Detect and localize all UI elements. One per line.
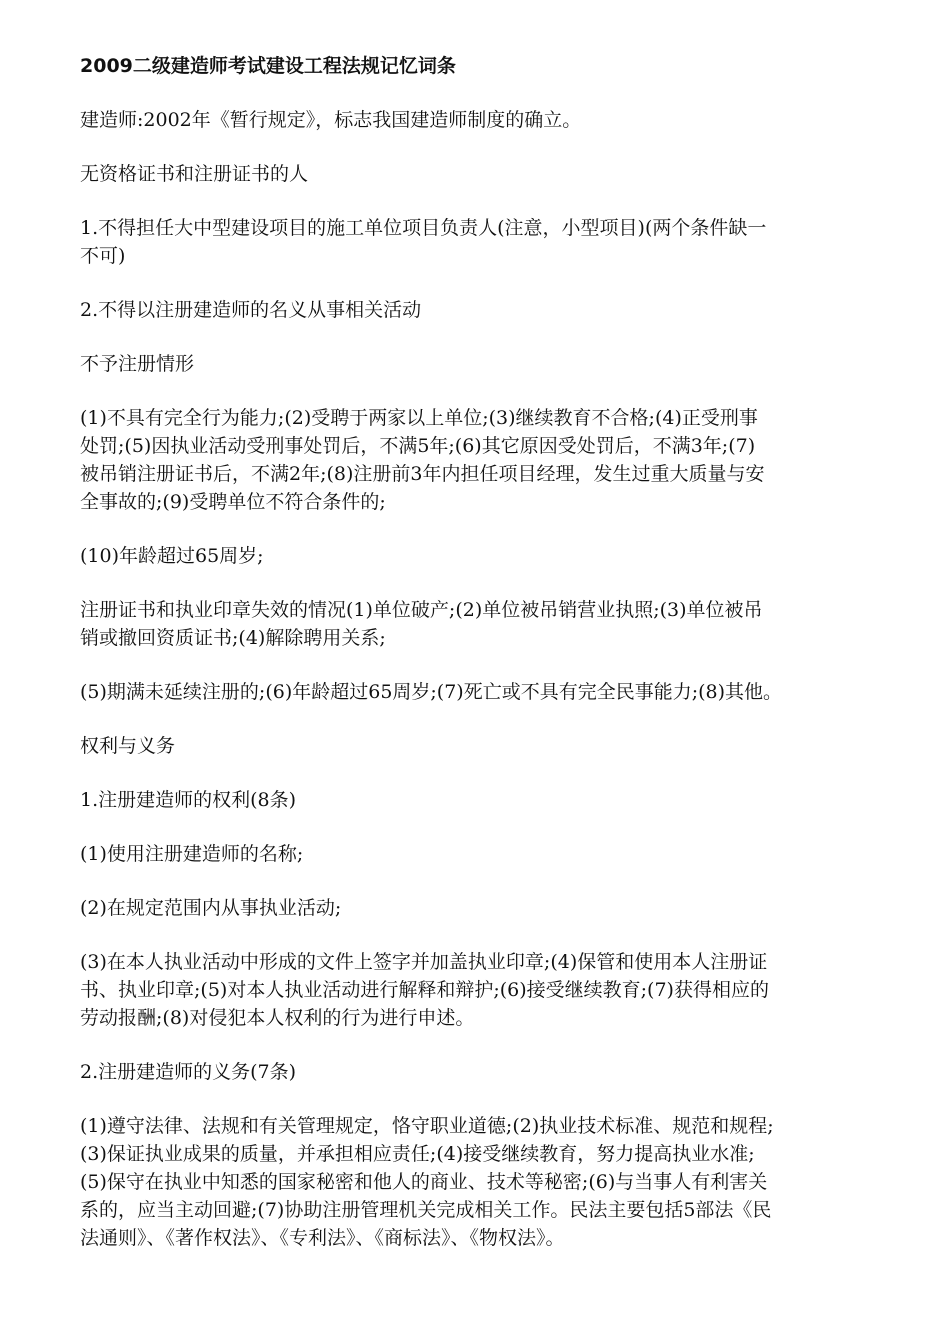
paragraph-line: (2)在规定范围内从事执业活动; — [80, 897, 342, 919]
paragraph-line: 无资格证书和注册证书的人 — [80, 163, 309, 185]
paragraph — [80, 678, 910, 706]
paragraph-line: 法通则》、《著作权法》、《专利法》、《商标法》、《物权法》。 — [80, 1227, 565, 1249]
paragraph-line: 2.注册建造师的义务(7条) — [80, 1061, 297, 1083]
paragraph-line: 不予注册情形 — [80, 353, 195, 375]
paragraph — [80, 786, 910, 814]
paragraph-line: (5)保守在执业中知悉的国家秘密和他人的商业、技术等秘密;(6)与当事人有利害关 — [80, 1171, 768, 1193]
paragraph-line: 销或撤回资质证书;(4)解除聘用关系; — [80, 627, 386, 649]
paragraph-line: (5)期满未延续注册的;(6)年龄超过65周岁;(7)死亡或不具有完全民事能力;(8)其他。 — [80, 681, 783, 703]
paragraph-line: 全事故的;(9)受聘单位不符合条件的; — [80, 491, 386, 513]
paragraph — [80, 542, 910, 570]
paragraph-line: 1.不得担任大中型建设项目的施工单位项目负责人(注意，小型项目)(两个条件缺一 — [80, 217, 767, 239]
paragraph-line: 权利与义务 — [80, 735, 176, 757]
paragraph-line: 不可) — [80, 245, 126, 267]
paragraph — [80, 106, 910, 134]
paragraph-line: (1)不具有完全行为能力;(2)受聘于两家以上单位;(3)继续教育不合格;(4)正受刑事 — [80, 407, 758, 429]
paragraph — [80, 160, 910, 188]
document-title: 2009二级建造师考试建设工程法规记忆词条 — [80, 55, 456, 77]
paragraph-line: 书、执业印章;(5)对本人执业活动进行解释和辩护;(6)接受继续教育;(7)获得相应的 — [80, 979, 769, 1001]
paragraph — [80, 840, 910, 868]
paragraph-line: 被吊销注册证书后，不满2年;(8)注册前3年内担任项目经理，发生过重大质量与安 — [80, 463, 765, 485]
paragraph — [80, 894, 910, 922]
paragraph-line: 2.不得以注册建造师的名义从事相关活动 — [80, 299, 422, 321]
paragraph — [80, 350, 910, 378]
paragraph — [80, 732, 910, 760]
paragraph-line: (3)保证执业成果的质量，并承担相应责任;(4)接受继续教育，努力提高执业水准; — [80, 1143, 755, 1165]
document-body — [80, 106, 910, 1252]
paragraph-line: (3)在本人执业活动中形成的文件上签字并加盖执业印章;(4)保管和使用本人注册证 — [80, 951, 768, 973]
paragraph — [80, 1058, 910, 1086]
paragraph-line: 系的，应当主动回避;(7)协助注册管理机关完成相关工作。民法主要包括5部法《民 — [80, 1199, 772, 1221]
paragraph — [80, 596, 910, 652]
paragraph-line: 建造师:2002年《暂行规定》，标志我国建造师制度的确立。 — [80, 109, 582, 131]
paragraph — [80, 1112, 910, 1252]
paragraph-line: (10)年龄超过65周岁; — [80, 545, 264, 567]
paragraph-line: 注册证书和执业印章失效的情况(1)单位破产;(2)单位被吊销营业执照;(3)单位被吊 — [80, 599, 763, 621]
paragraph — [80, 404, 910, 516]
paragraph — [80, 948, 910, 1032]
paragraph-line: 劳动报酬;(8)对侵犯本人权利的行为进行申述。 — [80, 1007, 475, 1029]
paragraph-line: 1.注册建造师的权利(8条) — [80, 789, 297, 811]
paragraph-line: (1)使用注册建造师的名称; — [80, 843, 304, 865]
document-page — [80, 52, 910, 1278]
paragraph-line: (1)遵守法律、法规和有关管理规定，恪守职业道德;(2)执业技术标准、规范和规程; — [80, 1115, 774, 1137]
paragraph — [80, 214, 910, 270]
paragraph — [80, 296, 910, 324]
paragraph-line: 处罚;(5)因执业活动受刑事处罚后，不满5年;(6)其它原因受处罚后，不满3年;(7) — [80, 435, 756, 457]
